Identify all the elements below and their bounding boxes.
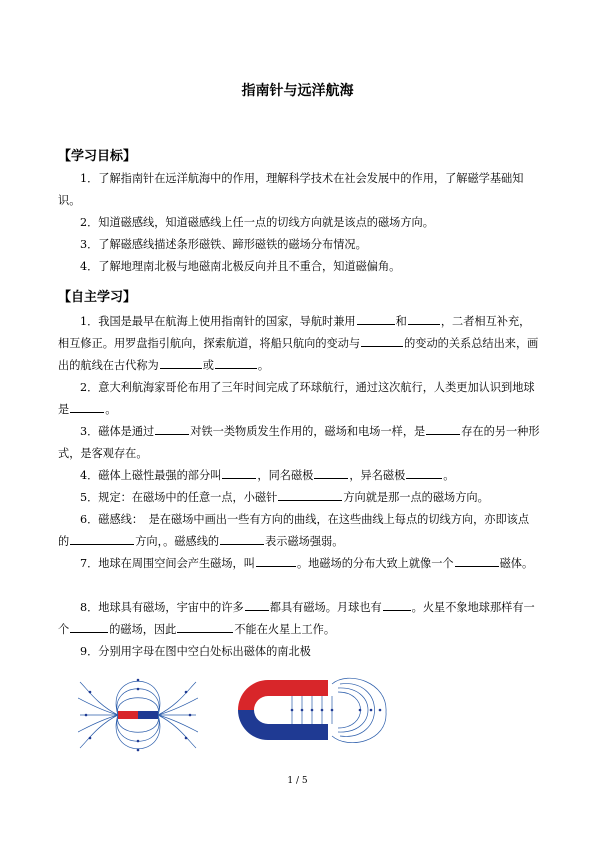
question-7: 7．地球在周围空间会产生磁场，叫 。地磁场的分布大致上就像一个 磁体。: [58, 553, 540, 575]
answer-blank[interactable]: [155, 422, 189, 435]
answer-blank[interactable]: [160, 356, 202, 369]
answer-blank[interactable]: [361, 334, 403, 347]
answer-blank[interactable]: [215, 356, 257, 369]
objective-2: 2．知道磁感线，知道磁感线上任一点的切线方向就是该点的磁场方向。: [80, 216, 434, 229]
question-5: 5．规定：在磁场中的任意一点，小磁针 方向就是那一点的磁场方向。: [58, 487, 540, 509]
question-8: 8．地球具有磁场，宇宙中的许多 都具有磁场。月球也有 。火星不象地球那样有一个 的磁场，因此 不能在火星上工作。: [58, 597, 540, 641]
answer-blank[interactable]: [256, 554, 296, 567]
answer-blank[interactable]: [177, 620, 233, 633]
question-4: 4．磁体上磁性最强的部分叫 ，同名磁极 ，异名磁极 。: [58, 465, 540, 487]
answer-blank[interactable]: [408, 312, 440, 325]
question-2: 2．意大利航海家哥伦布用了三年时间完成了环球航行，通过这次航行，人类更加认识到地球是 。: [58, 381, 535, 416]
bar-magnet-figure: [78, 670, 198, 760]
answer-blank[interactable]: [455, 554, 499, 567]
objective-4: 4．了解地理南北极与地磁南北极反向并且不重合，知道磁偏角。: [80, 260, 401, 273]
section-heading-objectives: 【学习目标】: [58, 149, 137, 164]
answer-blank[interactable]: [245, 598, 269, 611]
answer-blank[interactable]: [406, 466, 442, 479]
magnet-lower-arm: [238, 710, 328, 740]
answer-blank[interactable]: [220, 532, 264, 545]
question-6: 6．磁感线： 是在磁场中画出一些有方向的曲线，在这些曲线上每点的切线方向，亦即该点的 方向，。磁感线的 表示磁场强弱。: [58, 513, 530, 548]
answer-blank[interactable]: [70, 620, 108, 633]
objective-3: 3．了解磁感线描述条形磁铁、蹄形磁铁的磁场分布情况。: [80, 238, 367, 251]
answer-blank[interactable]: [70, 400, 104, 413]
section-heading-self-study: 【自主学习】: [58, 290, 137, 305]
answer-blank[interactable]: [314, 466, 348, 479]
page-title: 指南针与远洋航海: [241, 83, 354, 99]
answer-blank[interactable]: [278, 488, 342, 501]
magnet-right-half: [138, 711, 158, 719]
answer-blank[interactable]: [357, 312, 395, 325]
answer-blank[interactable]: [222, 466, 256, 479]
answer-blank[interactable]: [70, 532, 134, 545]
question-3: 3．磁体是通过 对铁一类物质发生作用的，磁场和电场一样，是 存在的另一种形式，是客观存在。: [58, 421, 540, 465]
question-1: 1．我国是最早在航海上使用指南针的国家，导航时兼用 和 ，二者相互补充，相互修正。用罗盘指引航向，探索航道，将船只航向的变动与 的变动的关系总结出来，画出的航线在古代称为 或 。: [58, 311, 540, 377]
horseshoe-magnet-figure: [228, 672, 388, 767]
magnet-left-half: [118, 711, 138, 719]
objective-1: 1．了解指南针在远洋航海中的作用，理解科学技术在社会发展中的作用，了解磁学基础知识。: [58, 172, 524, 207]
answer-blank[interactable]: [383, 598, 411, 611]
answer-blank[interactable]: [426, 422, 460, 435]
page-number: 1 / 5: [287, 776, 308, 786]
magnet-upper-arm: [238, 680, 328, 710]
question-9: 9．分别用字母在图中空白处标出磁体的南北极: [80, 645, 311, 658]
